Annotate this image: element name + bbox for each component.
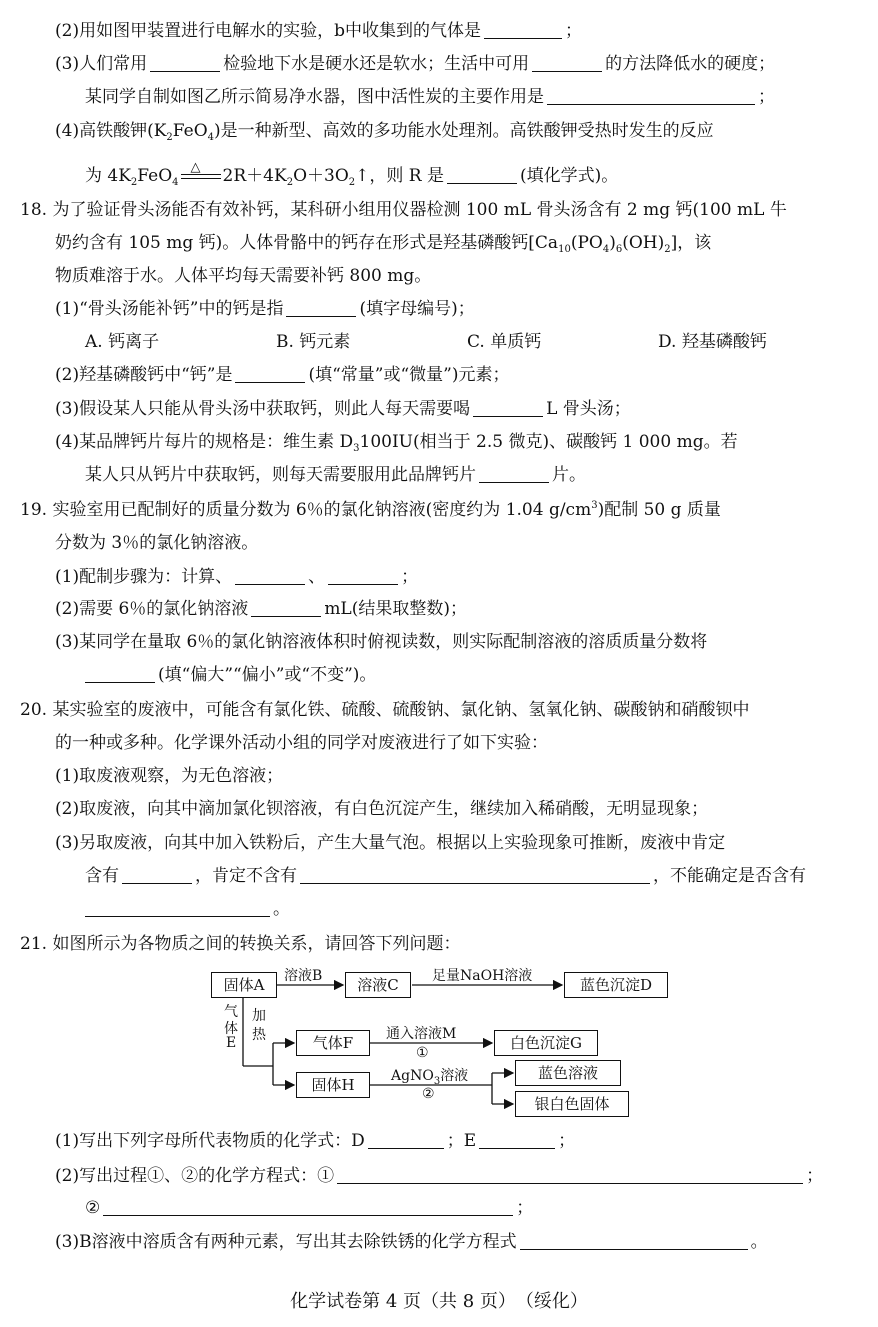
q18-stem-text: ]，该 (670, 233, 712, 253)
label-gas-e-2: 体 (224, 1021, 238, 1037)
q18-part4-text: 某人只从钙片中获取钙，则每天需要服用此品牌钙片 (85, 465, 476, 485)
q19-part1-text: (1)配制步骤为：计算、 (55, 567, 233, 587)
q20-stem-line-2: 的一种或多种。化学课外活动小组的同学对废液进行了如下实验： (55, 733, 548, 753)
q17-line-4: 某同学自制如图乙所示简易净水器，图中活性炭的主要作用是 ； (85, 87, 775, 107)
q18-option-a: A. 钙离子 (85, 332, 160, 352)
q17-part4-text-g: O＋3O (293, 166, 349, 186)
q21-part-2-cont (85, 1197, 533, 1219)
q20-stem-line-1: 20. 某实验室的废液中，可能含有氯化铁、硫酸、硫酸钠、氯化钠、氢氧化钠、碳酸钠和硝酸钡中 (20, 700, 750, 720)
page-footer: 化学试卷第 4 页（共 8 页） （绥化） (290, 1291, 588, 1312)
q17-part4-text-e: FeO (137, 166, 173, 186)
label-agno3-text: AgNO (391, 1068, 434, 1084)
label-step-2: ② (422, 1086, 435, 1102)
q20-part-1: (1)取废液观察，为无色溶液； (55, 766, 284, 786)
subscript: 3 (353, 443, 360, 454)
label-heat-2: 热 (252, 1027, 266, 1043)
label-gas-e-3: E (226, 1035, 237, 1051)
superscript: 3 (591, 500, 598, 511)
q18-part4-text: (4)某品牌钙片每片的规格是：维生素 D (55, 432, 354, 452)
q20-part3-text: ，不能确定是否含有 (653, 866, 806, 886)
q18-stem-text: 奶约含有 105 mg 钙)。人体骨骼中的钙存在形式是羟基磷酸钙[Ca (55, 233, 559, 253)
box-silver-solid: 银白色固体 (515, 1091, 629, 1117)
q17-part4-text-d: 为 4K (85, 166, 131, 186)
label-agno3-text: 溶液 (440, 1068, 469, 1084)
q17-part2: (2)用如图甲装置进行电解水的实验，b中收集到的气体是 (55, 21, 481, 41)
q21-part1-text: (1)写出下列字母所代表物质的化学式：D (55, 1131, 365, 1151)
q18-part2-text: (2)羟基磷酸钙中“钙”是 (55, 365, 233, 385)
subscript: 2 (664, 244, 671, 255)
q17-part3-text-a: (3)人们常用 (55, 54, 148, 74)
answer-blank[interactable] (103, 1199, 513, 1216)
q17-part4-text-a: (4)高铁酸钾(K (55, 121, 167, 141)
q21-part-1 (55, 1130, 575, 1152)
q20-part3-text: 含有 (85, 866, 119, 886)
q18-stem-text: ) (609, 233, 616, 253)
q18-part3-text: L 骨头汤； (546, 399, 631, 419)
subscript: 2 (348, 177, 356, 188)
q17-part4-text-h: ↑，则 R 是 (355, 166, 444, 186)
box-blue-solution: 蓝色溶液 (515, 1060, 621, 1086)
q18-option-c: C. 单质钙 (467, 332, 542, 352)
label-gas-e-1: 气 (224, 1004, 238, 1020)
subscript: 6 (615, 244, 623, 255)
q21-part3-text: 。 (750, 1232, 768, 1252)
q18-stem-text: (OH) (622, 233, 665, 253)
subscript: 4 (207, 132, 215, 143)
q17-line-2: (2)用如图甲装置进行电解水的实验，b中收集到的气体是 ； (55, 21, 582, 41)
q19-part2-text: (2)需要 6％的氯化钠溶液 (55, 599, 249, 619)
q21-part2-text: ； (806, 1166, 824, 1186)
label-agno3 (391, 1065, 468, 1085)
q18-stem-line-3: 物质难溶于水。人体平均每天需要补钙 800 mg。 (55, 266, 432, 286)
box-white-precipitate-g: 白色沉淀G (494, 1030, 598, 1056)
q17-part4-text-c: )是一种新型、高效的多功能水处理剂。高铁酸钾受热时发生的反应 (214, 121, 714, 141)
answer-blank[interactable] (368, 1132, 444, 1149)
q18-part4-text: 100IU(相当于 2.5 微克)、碳酸钙 1 000 mg。若 (359, 432, 738, 452)
q17-part3-text-c: 的方法降低水的硬度； (605, 54, 776, 74)
subscript: 10 (558, 244, 571, 255)
answer-blank[interactable] (337, 1167, 803, 1184)
box-blue-precipitate-d: 蓝色沉淀D (564, 972, 668, 998)
label-solution-b: 溶液B (284, 968, 323, 984)
subscript: 3 (433, 1076, 441, 1087)
q18-option-b: B. 钙元素 (276, 332, 351, 352)
q18-part1-text: (1)“骨头汤能补钙”中的钙是指 (55, 299, 284, 319)
q20-part-3: (3)另取废液，向其中加入铁粉后，产生大量气泡。根据以上实验现象可推断，废液中肯定 (55, 833, 726, 853)
q21-stem: 21. 如图所示为各物质之间的转换关系，请回答下列问题： (20, 934, 461, 954)
label-solution-m: 通入溶液M (386, 1026, 457, 1042)
q21-part2-text: ② (85, 1198, 101, 1218)
q21-part-2 (55, 1165, 823, 1187)
q19-part3-text: (填“偏大”“偏小”或“不变”)。 (158, 665, 377, 685)
q21-part1-text: ；E (446, 1131, 477, 1151)
q18-stem-line-1: 18. 为了验证骨头汤能否有效补钙，某科研小组用仪器检测 100 mL 骨头汤含有 2 mg 钙(100 mL 牛 (20, 200, 787, 220)
box-solid-a: 固体A (211, 972, 277, 998)
answer-blank[interactable] (479, 1132, 555, 1149)
label-naoh: 足量NaOH溶液 (432, 968, 533, 984)
q19-part-3: (3)某同学在量取 6％的氯化钠溶液体积时俯视读数，则实际配制溶液的溶质质量分数将 (55, 632, 708, 652)
q20-part3-text: ，肯定不含有 (195, 866, 297, 886)
label-step-1: ① (416, 1045, 429, 1061)
q18-part4-text: 片。 (552, 465, 586, 485)
q19-part2-text: mL(结果取整数)； (324, 599, 467, 619)
q17-part4-text-b: FeO (172, 121, 208, 141)
subscript: 2 (166, 132, 173, 143)
q18-part1-text: (填字母编号)； (359, 299, 475, 319)
q20-part-2: (2)取废液，向其中滴加氯化钡溶液，有白色沉淀产生，继续加入稀硝酸，无明显现象； (55, 799, 709, 819)
q18-part2-text: (填“常量”或“微量”)元素； (308, 365, 510, 385)
q17-part4-text-f: 2R＋4K (222, 166, 287, 186)
q19-part1-text: ； (401, 567, 419, 587)
q19-stem-text: 19. 实验室用已配制好的质量分数为 6％的氯化钠溶液(密度约为 1.04 g/cm (20, 500, 592, 520)
q17-part3-text-d: 某同学自制如图乙所示简易净水器，图中活性炭的主要作用是 (85, 87, 544, 107)
q19-stem-text: )配制 50 g 质量 (597, 500, 721, 520)
q21-part1-text: ； (558, 1131, 576, 1151)
box-gas-f: 气体F (296, 1030, 370, 1056)
q18-stem-text: (PO (570, 233, 603, 253)
subscript: 2 (286, 177, 294, 188)
q18-option-d: D. 羟基磷酸钙 (658, 332, 767, 352)
q21-part3-text: (3)B溶液中溶质含有两种元素，写出其去除铁锈的化学方程式 (55, 1232, 517, 1252)
q18-part3-text: (3)假设某人只能从骨头汤中获取钙，则此人每天需要喝 (55, 399, 471, 419)
q21-part2-text: ； (516, 1198, 534, 1218)
box-solution-c: 溶液C (345, 972, 411, 998)
q19-part1-text: 、 (308, 567, 326, 587)
q17-part3-text-b: 检验地下水是硬水还是软水；生活中可用 (223, 54, 530, 74)
q17-part4-text-i: (填化学式)。 (520, 166, 619, 186)
subscript: 4 (602, 244, 610, 255)
delta-icon: △ (190, 160, 201, 175)
box-solid-h: 固体H (296, 1072, 370, 1098)
label-heat-1: 加 (252, 1008, 266, 1024)
q21-part-3 (55, 1231, 768, 1253)
q21-part2-text: (2)写出过程①、②的化学方程式：① (55, 1166, 335, 1186)
subscript: 4 (172, 177, 179, 188)
q20-part3-text: 。 (273, 899, 290, 919)
answer-blank[interactable] (520, 1233, 748, 1250)
subscript: 2 (130, 177, 138, 188)
q19-stem-line-2: 分数为 3％的氯化钠溶液。 (55, 533, 259, 553)
